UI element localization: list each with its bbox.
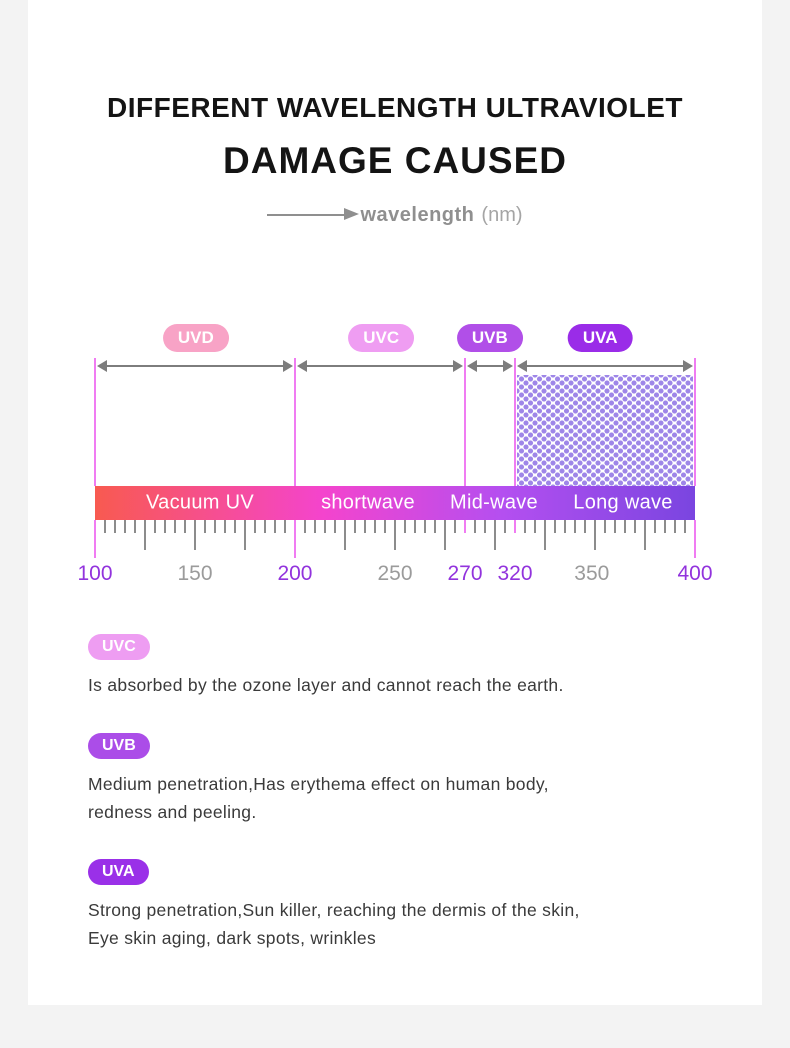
axis-number: 250 bbox=[377, 562, 413, 585]
bar-segment-label: shortwave bbox=[321, 491, 415, 514]
band-boundary-line bbox=[94, 358, 96, 486]
ruler-tick bbox=[314, 520, 316, 533]
ruler-tick bbox=[644, 520, 646, 550]
ruler-tick bbox=[684, 520, 686, 533]
ruler-tick bbox=[264, 520, 266, 533]
ruler-tick bbox=[94, 520, 96, 558]
uvc-description-line1: Is absorbed by the ozone layer and cannot reach the earth. bbox=[88, 675, 564, 695]
ruler-tick bbox=[284, 520, 286, 533]
ruler-tick bbox=[194, 520, 196, 550]
uva-section-badge: UVA bbox=[88, 859, 149, 885]
axis-number: 150 bbox=[177, 562, 213, 585]
ruler-tick bbox=[234, 520, 236, 533]
axis-number-row bbox=[77, 562, 713, 588]
ruler-tick bbox=[124, 520, 126, 533]
ruler-tick bbox=[414, 520, 416, 533]
uvb-band-badge: UVB bbox=[457, 324, 523, 352]
ruler-tick bbox=[184, 520, 186, 533]
range-arrow bbox=[519, 365, 691, 367]
uvb-section-badge: UVB bbox=[88, 733, 150, 759]
ruler-tick bbox=[424, 520, 426, 533]
ruler-tick bbox=[504, 520, 506, 533]
section-uvc bbox=[88, 634, 718, 699]
ruler-tick bbox=[174, 520, 176, 533]
uvb-description-line1: Medium penetration,Has erythema effect on human body, bbox=[88, 774, 549, 794]
right-arrow-icon bbox=[267, 214, 345, 216]
band-boundary-line bbox=[464, 358, 466, 486]
uva-band-badge: UVA bbox=[568, 324, 633, 352]
ruler bbox=[95, 520, 695, 560]
ruler-tick bbox=[514, 520, 516, 533]
ruler-tick bbox=[304, 520, 306, 533]
ruler-tick bbox=[144, 520, 146, 550]
page-title-line1: DIFFERENT WAVELENGTH ULTRAVIOLET bbox=[107, 92, 683, 123]
bar-segment-label: Mid-wave bbox=[450, 491, 538, 514]
page-title-line2: DAMAGE CAUSED bbox=[223, 140, 567, 181]
uvc-section-badge: UVC bbox=[88, 634, 150, 660]
ruler-tick bbox=[244, 520, 246, 550]
ruler-tick bbox=[534, 520, 536, 533]
axis-unit: (nm) bbox=[481, 203, 523, 226]
ruler-tick bbox=[544, 520, 546, 550]
uvb-description-line2: redness and peeling. bbox=[88, 802, 257, 822]
ruler-tick bbox=[204, 520, 206, 533]
ruler-tick bbox=[614, 520, 616, 533]
ruler-tick bbox=[214, 520, 216, 533]
uva-description-line1: Strong penetration,Sun killer, reaching the dermis of the skin, bbox=[88, 900, 580, 920]
uva-description-line2: Eye skin aging, dark spots, wrinkles bbox=[88, 928, 377, 948]
uv-spectrum-chart bbox=[77, 320, 713, 600]
ruler-tick bbox=[154, 520, 156, 533]
ruler-tick bbox=[494, 520, 496, 550]
spectrum-gradient-bar bbox=[95, 486, 695, 520]
ruler-tick bbox=[474, 520, 476, 533]
ruler-tick bbox=[324, 520, 326, 533]
band-boundary-line bbox=[294, 358, 296, 486]
uva-dot-pattern bbox=[517, 375, 693, 486]
range-arrow bbox=[299, 365, 461, 367]
ruler-tick bbox=[344, 520, 346, 550]
ruler-tick bbox=[654, 520, 656, 533]
ruler-tick bbox=[384, 520, 386, 533]
ruler-tick bbox=[564, 520, 566, 533]
ruler-tick bbox=[554, 520, 556, 533]
section-uvb bbox=[88, 733, 718, 826]
ruler-tick bbox=[164, 520, 166, 533]
ruler-tick bbox=[404, 520, 406, 533]
uvc-band-badge: UVC bbox=[348, 324, 414, 352]
content-card bbox=[28, 0, 762, 1005]
band-boundary-line bbox=[514, 358, 516, 486]
axis-number: 400 bbox=[677, 562, 713, 585]
ruler-tick bbox=[114, 520, 116, 533]
ruler-tick bbox=[224, 520, 226, 533]
band-boundary-line bbox=[694, 358, 696, 486]
ruler-tick bbox=[134, 520, 136, 533]
ruler-tick bbox=[254, 520, 256, 533]
axis-number: 200 bbox=[277, 562, 313, 585]
ruler-tick bbox=[364, 520, 366, 533]
ruler-tick bbox=[664, 520, 666, 533]
ruler-tick bbox=[694, 520, 696, 558]
ruler-tick bbox=[394, 520, 396, 550]
ruler-tick bbox=[434, 520, 436, 533]
ruler-tick bbox=[374, 520, 376, 533]
wavelength-axis-caption bbox=[28, 202, 762, 228]
ruler-tick bbox=[524, 520, 526, 533]
axis-label: wavelength bbox=[360, 203, 475, 226]
ruler-tick bbox=[334, 520, 336, 533]
ruler-tick bbox=[484, 520, 486, 533]
ruler-tick bbox=[444, 520, 446, 550]
axis-number: 270 bbox=[447, 562, 483, 585]
axis-number: 320 bbox=[497, 562, 533, 585]
range-arrow bbox=[99, 365, 291, 367]
uvd-band-badge: UVD bbox=[163, 324, 229, 352]
axis-number: 350 bbox=[574, 562, 610, 585]
ruler-tick bbox=[634, 520, 636, 533]
range-arrow bbox=[469, 365, 511, 367]
ruler-tick bbox=[584, 520, 586, 533]
ruler-tick bbox=[294, 520, 296, 558]
axis-number: 100 bbox=[77, 562, 113, 585]
ruler-tick bbox=[274, 520, 276, 533]
ruler-tick bbox=[574, 520, 576, 533]
ruler-tick bbox=[674, 520, 676, 533]
ruler-tick bbox=[454, 520, 456, 533]
bar-segment-label: Vacuum UV bbox=[146, 491, 254, 514]
ruler-tick bbox=[594, 520, 596, 550]
ruler-tick bbox=[354, 520, 356, 533]
section-uva bbox=[88, 859, 718, 952]
ruler-tick bbox=[464, 520, 466, 533]
ruler-tick bbox=[624, 520, 626, 533]
ruler-tick bbox=[604, 520, 606, 533]
bar-segment-label: Long wave bbox=[573, 491, 673, 514]
ruler-tick bbox=[104, 520, 106, 533]
